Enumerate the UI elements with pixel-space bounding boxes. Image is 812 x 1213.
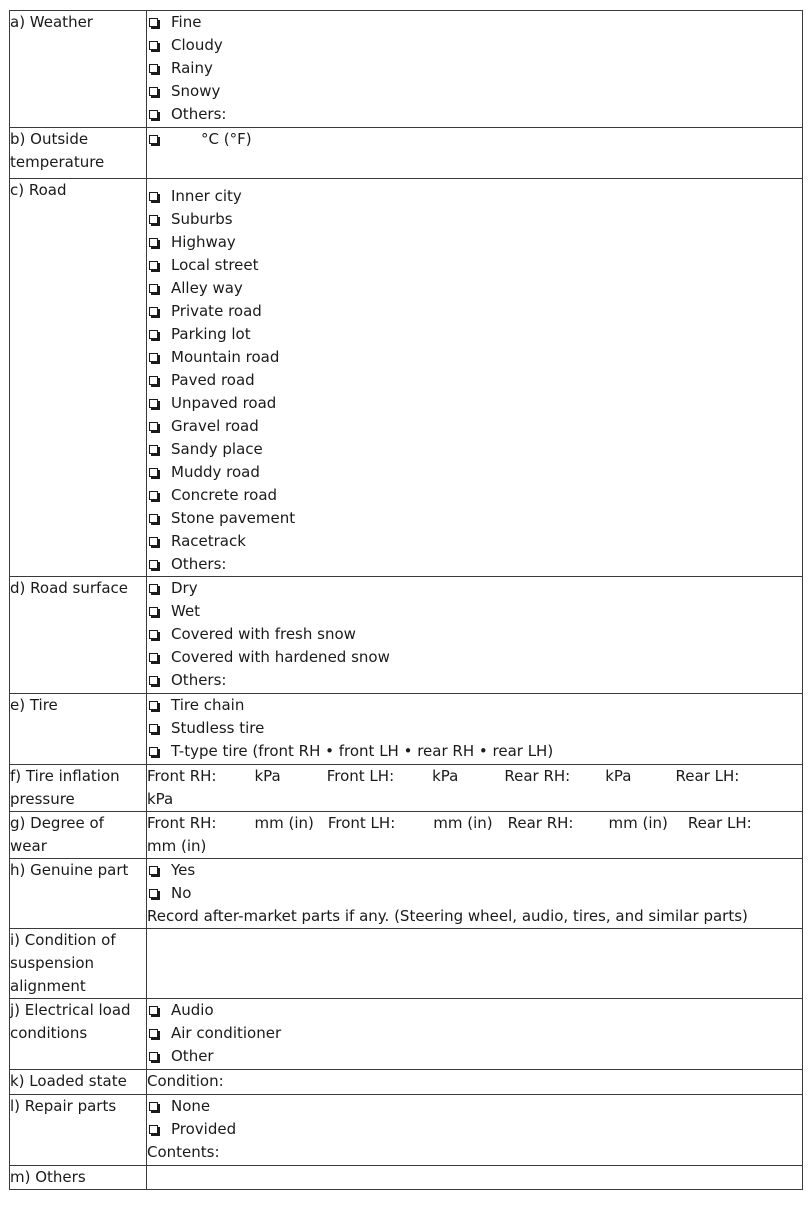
checkbox-icon[interactable]: [149, 537, 158, 546]
checkbox-option[interactable]: [147, 323, 802, 346]
option-label: No: [171, 884, 192, 902]
checkbox-icon[interactable]: [149, 330, 158, 339]
suspension-label: [10, 929, 147, 999]
option-label: Wet: [171, 602, 201, 620]
degree-of-wear-content: [147, 812, 803, 859]
option-label: Stone pavement: [171, 509, 296, 527]
checkbox-option[interactable]: [147, 1045, 802, 1068]
option-label: Racetrack: [171, 532, 246, 550]
checkbox-option[interactable]: [147, 11, 802, 34]
genuine-part-label: h) Genuine part: [10, 859, 147, 929]
checkbox-option[interactable]: [147, 57, 802, 80]
unit-mm: mm (in): [254, 814, 314, 832]
after-market-note: Record after-market parts if any. (Steering wheel, audio, tires, and similar parts): [147, 907, 748, 925]
checkbox-option[interactable]: [147, 103, 802, 126]
checkbox-icon[interactable]: [149, 1029, 158, 1038]
others-label: m) Others: [10, 1166, 147, 1190]
road-label: c) Road: [10, 179, 147, 577]
genuine-part-content: [147, 859, 803, 929]
option-label: Mountain road: [171, 348, 280, 366]
checkbox-option[interactable]: [147, 882, 802, 905]
option-label: Paved road: [171, 371, 255, 389]
option-label: Covered with hardened snow: [171, 648, 390, 666]
option-label: Suburbs: [171, 210, 233, 228]
option-label: Inner city: [171, 187, 242, 205]
checkbox-option[interactable]: [147, 507, 802, 530]
checkbox-option[interactable]: [147, 694, 802, 717]
checkbox-option[interactable]: [147, 859, 802, 882]
row-outside-temperature: [10, 128, 803, 179]
degree-of-wear-label: [10, 812, 147, 859]
option-label: Rainy: [171, 59, 213, 77]
unit-mm: mm (in): [608, 814, 668, 832]
label-line: b) Outside: [10, 130, 89, 148]
tire-label: e) Tire: [10, 694, 147, 765]
option-label: Cloudy: [171, 36, 223, 54]
rear-rh-label: Rear RH:: [507, 814, 574, 832]
checkbox-icon[interactable]: [149, 1125, 158, 1134]
checkbox-icon[interactable]: [149, 584, 158, 593]
option-label: Unpaved road: [171, 394, 277, 412]
checkbox-icon[interactable]: [149, 630, 158, 639]
option-label: Tire chain: [171, 696, 245, 714]
checkbox-option[interactable]: [147, 740, 802, 763]
checkbox-icon[interactable]: [149, 238, 158, 247]
checkbox-option[interactable]: [147, 128, 802, 151]
label-line: g) Degree of: [10, 814, 104, 832]
option-label: Others:: [171, 555, 227, 573]
option-label: Dry: [171, 579, 198, 597]
checkbox-option[interactable]: [147, 484, 802, 507]
checkbox-icon[interactable]: [149, 607, 158, 616]
checkbox-option[interactable]: [147, 999, 802, 1022]
checkbox-option[interactable]: [147, 646, 802, 669]
tire-inflation-fields: [147, 765, 802, 788]
row-suspension-alignment: [10, 929, 803, 999]
road-surface-label: d) Road surface: [10, 577, 147, 694]
checkbox-option[interactable]: [147, 369, 802, 392]
weather-label: a) Weather: [10, 11, 147, 128]
electrical-load-options: [147, 999, 803, 1070]
checkbox-icon[interactable]: [149, 491, 158, 500]
tire-inflation-label: [10, 765, 147, 812]
checkbox-icon[interactable]: [149, 468, 158, 477]
checkbox-option[interactable]: [147, 392, 802, 415]
unit-mm: mm (in): [147, 837, 207, 855]
rear-lh-label: Rear LH:: [687, 814, 752, 832]
checkbox-option[interactable]: [147, 34, 802, 57]
vehicle-condition-form: [9, 10, 803, 1190]
checkbox-icon[interactable]: [149, 64, 158, 73]
checkbox-icon[interactable]: [149, 653, 158, 662]
option-label: Concrete road: [171, 486, 278, 504]
checkbox-option[interactable]: [147, 346, 802, 369]
checkbox-icon[interactable]: [149, 701, 158, 710]
checkbox-option[interactable]: [147, 231, 802, 254]
row-repair-parts: [10, 1095, 803, 1166]
option-label: Fine: [171, 13, 202, 31]
checkbox-option[interactable]: [147, 1022, 802, 1045]
checkbox-icon[interactable]: [149, 18, 158, 27]
checkbox-option[interactable]: [147, 438, 802, 461]
tire-inflation-content: [147, 765, 803, 812]
checkbox-icon[interactable]: [149, 87, 158, 96]
row-electrical-load: [10, 999, 803, 1070]
row-genuine-part: [10, 859, 803, 929]
degree-of-wear-fields: [147, 812, 802, 835]
rear-lh-label: Rear LH:: [675, 767, 740, 785]
checkbox-option[interactable]: [147, 1095, 802, 1118]
label-line: pressure: [10, 790, 75, 808]
row-weather: [10, 11, 803, 128]
checkbox-option[interactable]: [147, 185, 802, 208]
repair-contents: Contents:: [147, 1143, 220, 1161]
checkbox-option[interactable]: [147, 277, 802, 300]
loaded-state-content: [147, 1070, 803, 1095]
checkbox-option[interactable]: [147, 669, 802, 692]
row-loaded-state: [10, 1070, 803, 1095]
option-label: Muddy road: [171, 463, 260, 481]
checkbox-icon[interactable]: [149, 724, 158, 733]
checkbox-icon[interactable]: [149, 560, 158, 569]
option-label: T-type tire (front RH • front LH • rear RH • rear LH): [171, 742, 554, 760]
checkbox-option[interactable]: [147, 461, 802, 484]
checkbox-option[interactable]: [147, 623, 802, 646]
option-label: Parking lot: [171, 325, 251, 343]
row-degree-of-wear: [10, 812, 803, 859]
unit-kpa: kPa: [605, 767, 632, 785]
option-label: Provided: [171, 1120, 237, 1138]
front-lh-label: Front LH:: [326, 767, 395, 785]
option-label: Local street: [171, 256, 259, 274]
checkbox-option[interactable]: [147, 300, 802, 323]
option-label: Private road: [171, 302, 262, 320]
option-label: Others:: [171, 671, 227, 689]
checkbox-icon[interactable]: [149, 445, 158, 454]
front-rh-label: Front RH:: [147, 767, 217, 785]
checkbox-icon[interactable]: [149, 192, 158, 201]
tire-options: [147, 694, 803, 765]
outside-temperature-label: [10, 128, 147, 179]
row-tire: [10, 694, 803, 765]
checkbox-icon[interactable]: [149, 307, 158, 316]
checkbox-icon[interactable]: [149, 1006, 158, 1015]
label-line: conditions: [10, 1024, 88, 1042]
checkbox-icon[interactable]: [149, 41, 158, 50]
temperature-unit: °C (°F): [201, 130, 252, 148]
checkbox-icon[interactable]: [149, 1052, 158, 1061]
checkbox-icon[interactable]: [149, 676, 158, 685]
checkbox-icon[interactable]: [149, 353, 158, 362]
checkbox-option[interactable]: [147, 577, 802, 600]
row-road: [10, 179, 803, 577]
label-line: wear: [10, 837, 47, 855]
rear-rh-label: Rear RH:: [504, 767, 571, 785]
label-line: temperature: [10, 153, 105, 171]
checkbox-option[interactable]: [147, 600, 802, 623]
front-rh-label: Front RH:: [147, 814, 217, 832]
row-tire-inflation-pressure: [10, 765, 803, 812]
unit-mm: mm (in): [433, 814, 493, 832]
checkbox-icon[interactable]: [149, 1102, 158, 1111]
loaded-state-label: k) Loaded state: [10, 1070, 147, 1095]
checkbox-icon[interactable]: [149, 261, 158, 270]
electrical-load-label: [10, 999, 147, 1070]
checkbox-option[interactable]: [147, 80, 802, 103]
others-content[interactable]: [147, 1166, 803, 1190]
unit-kpa: kPa: [147, 790, 174, 808]
option-label: Covered with fresh snow: [171, 625, 356, 643]
checkbox-icon[interactable]: [149, 376, 158, 385]
row-road-surface: [10, 577, 803, 694]
repair-parts-content: [147, 1095, 803, 1166]
label-line: f) Tire inflation: [10, 767, 120, 785]
option-label: None: [171, 1097, 211, 1115]
option-label: Snowy: [171, 82, 221, 100]
loaded-state-condition: Condition:: [147, 1072, 224, 1090]
checkbox-option[interactable]: [147, 254, 802, 277]
suspension-content[interactable]: [147, 929, 803, 999]
label-line: j) Electrical load: [10, 1001, 131, 1019]
option-label: Highway: [171, 233, 236, 251]
checkbox-icon[interactable]: [149, 747, 158, 756]
checkbox-option[interactable]: [147, 1118, 802, 1141]
checkbox-icon[interactable]: [149, 110, 158, 119]
checkbox-icon[interactable]: [149, 215, 158, 224]
unit-kpa: kPa: [254, 767, 281, 785]
outside-temperature-content: [147, 128, 803, 179]
unit-kpa: kPa: [432, 767, 459, 785]
checkbox-icon[interactable]: [149, 135, 158, 144]
checkbox-icon[interactable]: [149, 422, 158, 431]
option-label: Air conditioner: [171, 1024, 282, 1042]
option-label: Alley way: [171, 279, 243, 297]
checkbox-icon[interactable]: [149, 514, 158, 523]
checkbox-option[interactable]: [147, 553, 802, 576]
checkbox-option[interactable]: [147, 208, 802, 231]
checkbox-option[interactable]: [147, 717, 802, 740]
option-label: Audio: [171, 1001, 214, 1019]
checkbox-option[interactable]: [147, 530, 802, 553]
option-label: Sandy place: [171, 440, 263, 458]
option-label: Studless tire: [171, 719, 265, 737]
option-label: Other: [171, 1047, 214, 1065]
option-label: Others:: [171, 105, 227, 123]
option-label: Yes: [171, 861, 196, 879]
checkbox-icon[interactable]: [149, 866, 158, 875]
checkbox-option[interactable]: [147, 415, 802, 438]
front-lh-label: Front LH:: [327, 814, 396, 832]
weather-options: [147, 11, 803, 128]
option-label: Gravel road: [171, 417, 259, 435]
road-surface-options: [147, 577, 803, 694]
checkbox-icon[interactable]: [149, 889, 158, 898]
row-others: [10, 1166, 803, 1190]
checkbox-icon[interactable]: [149, 399, 158, 408]
label-line: suspension: [10, 954, 95, 972]
road-options: [147, 179, 803, 577]
label-line: alignment: [10, 977, 86, 995]
checkbox-icon[interactable]: [149, 284, 158, 293]
label-line: i) Condition of: [10, 931, 116, 949]
repair-parts-label: l) Repair parts: [10, 1095, 147, 1166]
